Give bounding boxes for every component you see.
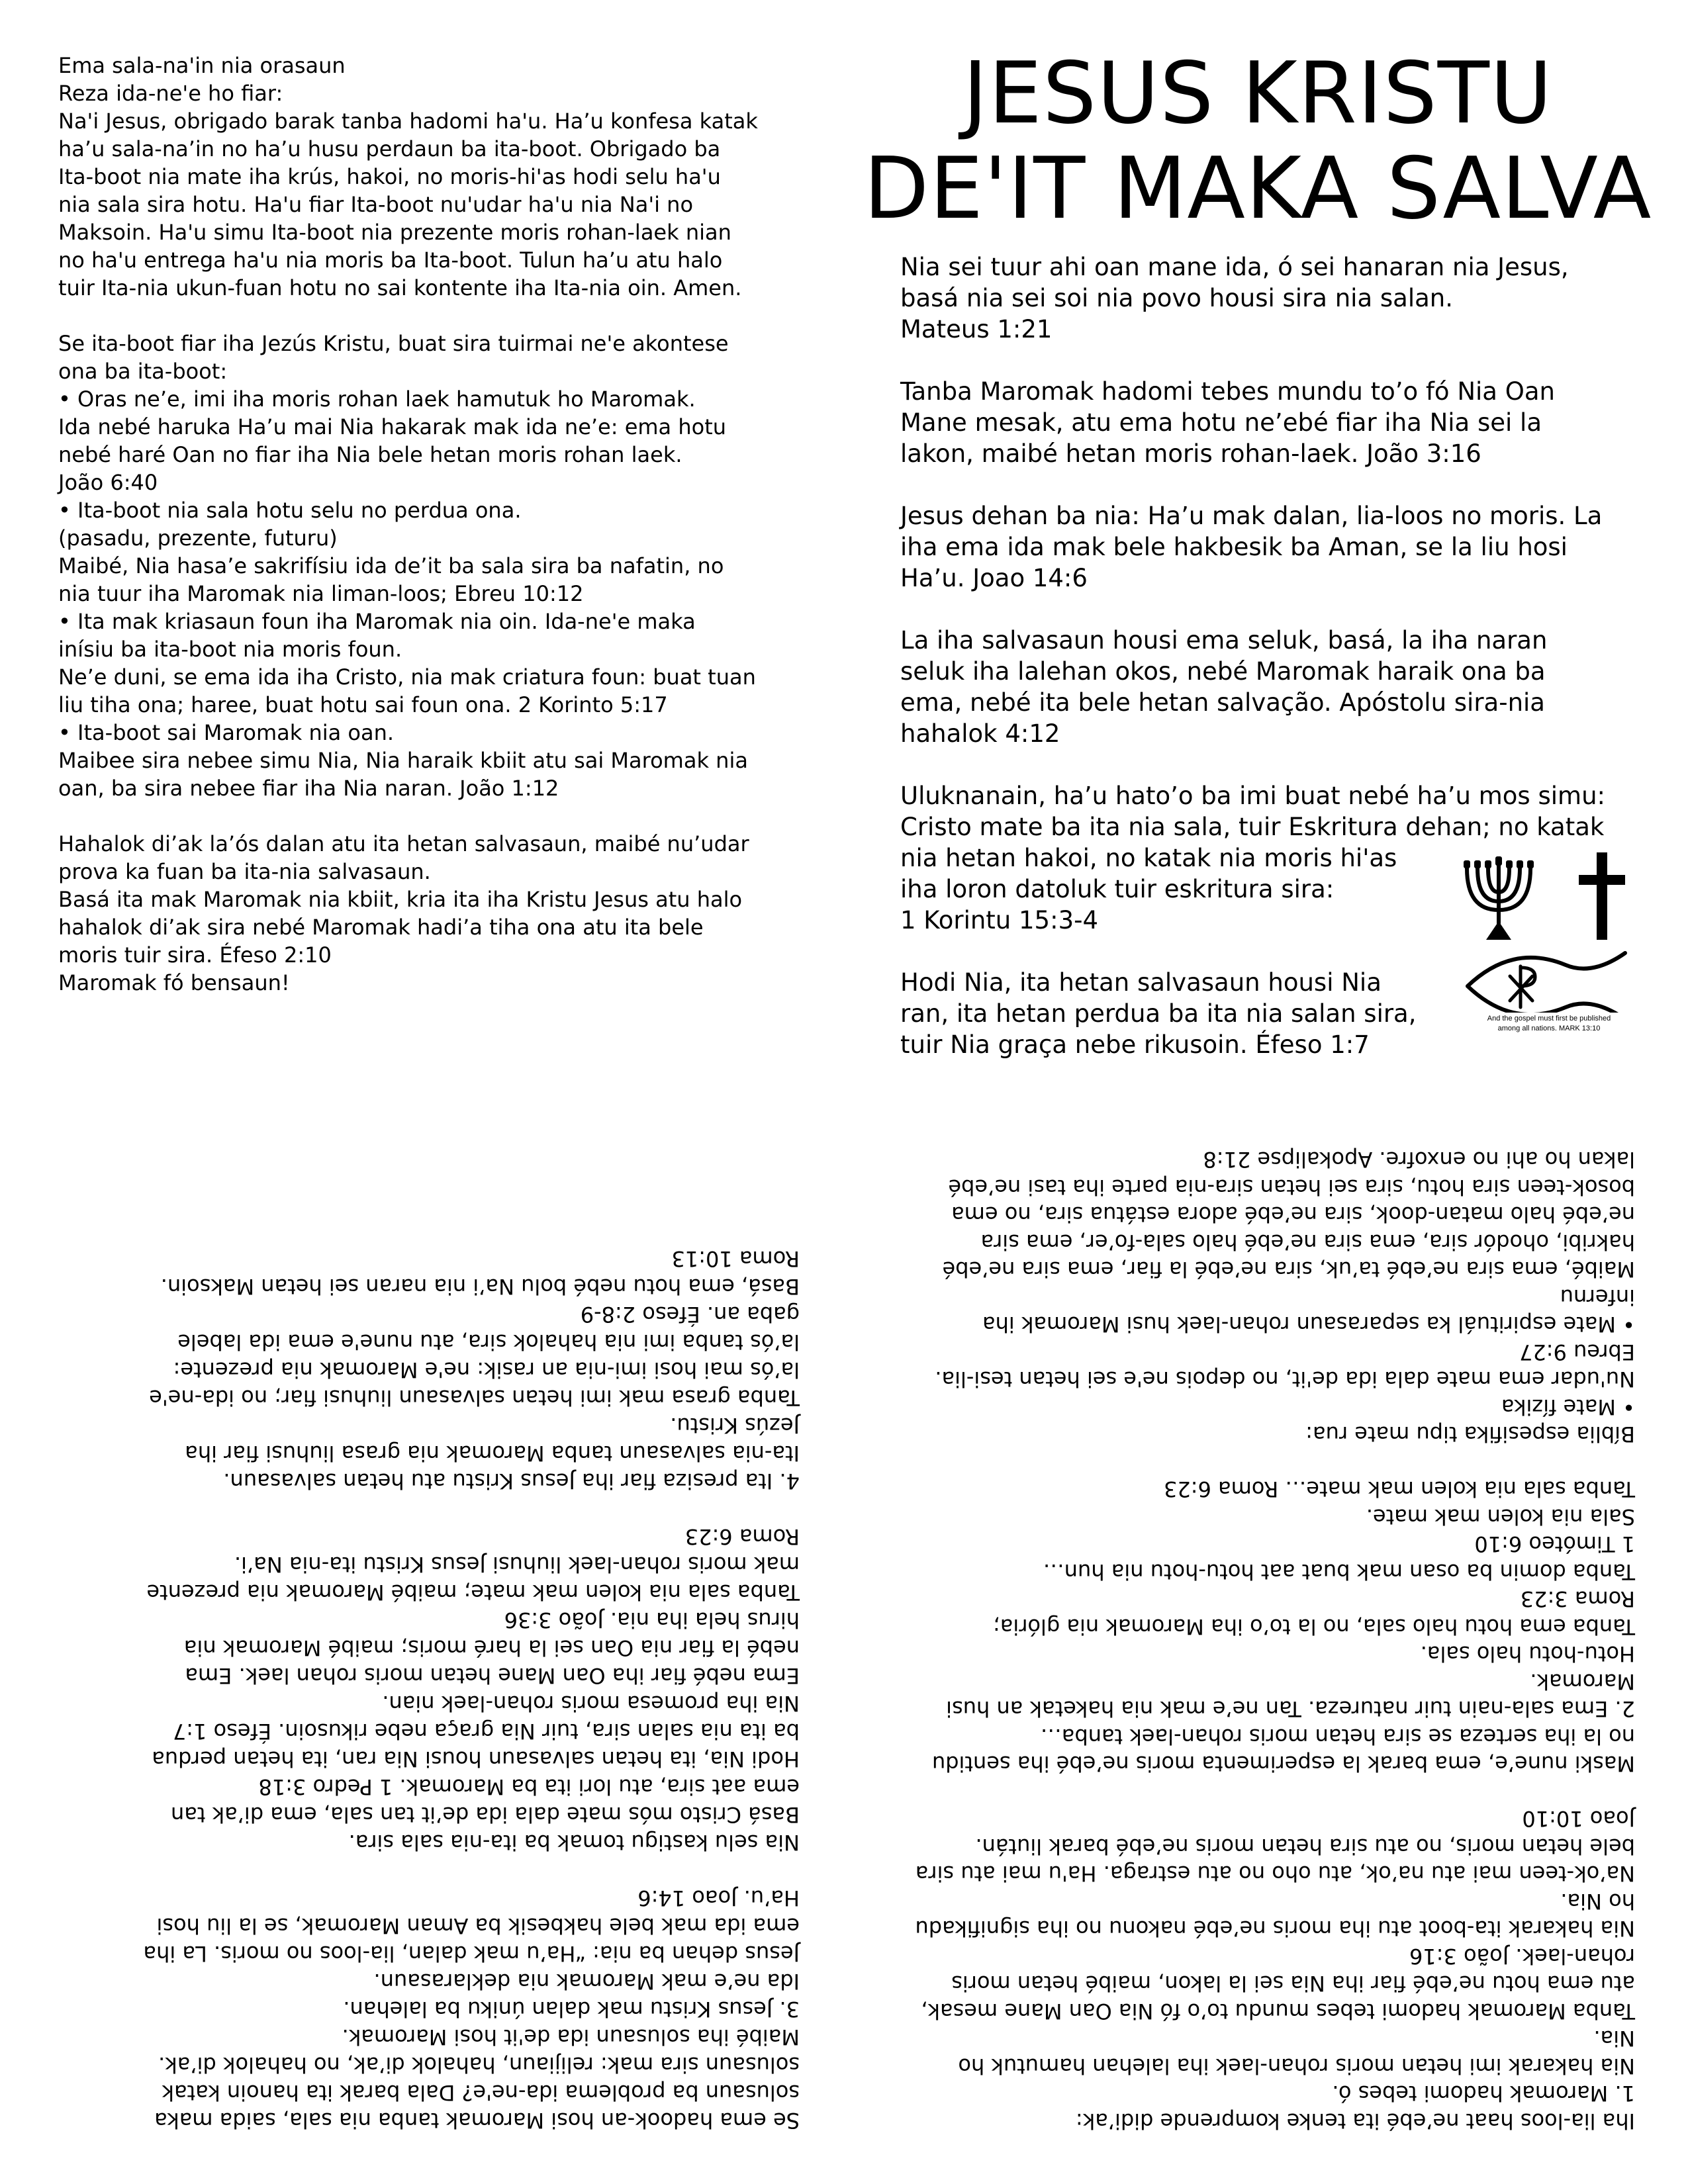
text-line: lakon, maibé hetan moris rohan-laek. João 3:16 xyxy=(900,439,1481,468)
text-line: Se ema hadook-an hosi Maromak tanba nia sala, saida maka xyxy=(154,2108,800,2133)
paragraph-gap xyxy=(58,1495,800,1523)
text-line: • Ita mak kriasaun foun iha Maromak nia oin. Ida-ne'e maka xyxy=(58,609,696,634)
text-line: • Oras ne’e, imi iha moris rohan laek hamutuk ho Maromak. xyxy=(58,387,696,412)
text-line: no la iha serteza se sira hetan moris rohan-laek tanba… xyxy=(1040,1724,1635,1749)
text-line: • Mate espirituál ka separasaun rohan-laek husi Maromak iha xyxy=(982,1312,1635,1338)
text-line: Nia. xyxy=(1593,2026,1635,2052)
text-line: Tanba sala nia kolen mak mate… Roma 6:23 xyxy=(1164,1477,1635,1502)
text-line: iha loron datoluk tuir eskritura sira: xyxy=(900,875,1335,903)
text-line: Hotu-hotu halo sala. xyxy=(1420,1641,1635,1667)
text-line: lakan ho ahi no enxofre. Apokalipse 21:8 xyxy=(1203,1147,1635,1173)
text-line: Basá ita mak Maromak nia kbiit, kria ita iha Kristu Jesus atu halo xyxy=(58,887,743,912)
text-line: solusaun sira mak: relijiaun, hahalok di’ak, no hahalok di’ak. xyxy=(158,2052,800,2077)
text-line: Jesus dehan ba nia: Ha’u mak dalan, lia-loos no moris. La xyxy=(900,502,1603,530)
tract-title xyxy=(861,46,1655,237)
text-line: Ebreu 9:27 xyxy=(1519,1340,1635,1365)
text-line: Nia hakarak imi hetan moris rohan-laek iha lalehan hamutuk ho xyxy=(958,2054,1635,2079)
text-line: La iha salvasaun housi ema seluk, basá, la iha naran xyxy=(900,626,1548,655)
text-line: Hodi Nia, ita hetan salvasaun housi Nia xyxy=(900,968,1382,997)
text-line: Tanba grasa mak imi hetan salvasaun liuhusi fiar; no ida-ne'e xyxy=(149,1385,800,1410)
text-line: Basá Cristo mós mate dala ida de’it tan sala, ema di’ak tan xyxy=(170,1802,800,1827)
text-line: ho Nia. xyxy=(1560,1889,1635,1914)
symbols-caption xyxy=(1460,1014,1638,1034)
title-line-2: DE'IT MAKA SALVA xyxy=(863,140,1652,238)
text-line: ona ba ita-boot: xyxy=(58,359,228,384)
text-line: hahalok di’ak sira nebé Maromak hadi’a tiha ona atu ita bele xyxy=(58,915,704,940)
text-line: iha ema ida mak bele hakbesik ba Aman, se la liu hosi xyxy=(900,533,1568,561)
text-line: bele hetan moris, no atu sira hetan moris ne’ebé barak liután. xyxy=(975,1834,1635,1859)
text-line: Nia selu kastigu tomak ba ita-nia sala sira. xyxy=(348,1830,800,1855)
text-line: Ha’u. Joao 14:6 xyxy=(637,1886,800,1911)
text-line: Ne’e duni, se ema ida iha Cristo, nia mak criatura foun: buat tuan xyxy=(58,664,756,690)
text-line: ne’ebé halo matan-dook, sira ne’ebé adora estátua sira, no ema xyxy=(951,1202,1635,1228)
menorah-icon xyxy=(1464,856,1534,940)
text-line: oan, ba sira nebee fiar iha Nia naran. João 1:12 xyxy=(58,776,559,801)
text-line: inísiu ba ita-boot nia moris foun. xyxy=(58,637,402,662)
faith-symbols xyxy=(1460,847,1638,1066)
text-line: Basá, ema hotu nebé bolu Na’i nia naran sei hetan Maksoin. xyxy=(160,1274,800,1299)
text-line: Nia iha promesa moris rohan-laek nian. xyxy=(382,1691,800,1716)
text-line: Maibee sira nebee simu Nia, Nia haraik kbiit atu sai Maromak nia xyxy=(58,748,748,773)
text-line: ema aat sira, atu lori ita ba Maromak. 1 Pedro 3:18 xyxy=(258,1774,800,1799)
ichthys-chi-rho-icon xyxy=(1468,953,1625,1013)
text-line: basá nia sei soi nia povo housi sira nia salan. xyxy=(900,284,1453,312)
text-line: la’ós mai hosi imi-nia an rasik: ne'e Maromak nia prezente: xyxy=(173,1357,800,1383)
text-line: nebé haré Oan no fiar iha Nia bele hetan moris rohan laek. xyxy=(58,442,682,467)
text-line: Tanba domin ba osan mak buat aat hotu-hotu nia hun… xyxy=(1043,1559,1635,1584)
text-line: solusaun ba problema ida-ne'e? Dala barak ita hanoin katak xyxy=(162,2080,800,2105)
text-line: Maksoin. Ha'u simu Ita-boot nia prezente moris rohan-laek nian xyxy=(58,220,731,245)
text-line: Maromak fó bensaun! xyxy=(58,970,290,995)
text-line: 3. Jesus Kristu mak dalan úniku ba lalehan. xyxy=(343,1997,800,2022)
text-line: Na'i Jesus, obrigado barak tanba hadomi ha'u. Ha’u konfesa katak xyxy=(58,109,758,134)
text-line: Reza ida-ne'e ho fiar: xyxy=(58,81,283,106)
text-line: mak moris rohan-laek liuhusi Jesus Kristu ita-nia Na’i. xyxy=(234,1552,800,1577)
text-line: 4. Ita presiza fiar iha Jesus Kristu atu hetan salvasaun. xyxy=(223,1469,800,1494)
paragraph-gap xyxy=(58,1856,800,1884)
text-line: Mateus 1:21 xyxy=(900,315,1053,343)
text-line: Ema sala-na'in nia orasaun xyxy=(58,53,346,78)
text-line: Roma 10:13 xyxy=(671,1246,800,1271)
text-line: Jesus dehan ba nia: “Ha’u mak dalan, lia-loos no moris. La iha xyxy=(143,1941,800,1966)
text-line: Maski nune’e, ema barak la esperimenta moris ne’ebé iha sentidu xyxy=(931,1751,1635,1777)
text-line: Tanba ema hotu halo sala, no la to’o iha Maromak nia glória; xyxy=(993,1614,1635,1639)
text-line: hakribi, ohodór sira, ema sira ne’ebé halo sala-fo’er, ema sira xyxy=(980,1230,1635,1255)
title-line-1: JESUS KRISTU xyxy=(962,44,1553,143)
text-line: Roma 3:23 xyxy=(1520,1586,1635,1612)
text-line: Tanba sala nia kolen mak mate; maibé Maromak nia prezente xyxy=(146,1580,800,1605)
text-line: Nia sei tuur ahi oan mane ida, ó sei hanaran nia Jesus, xyxy=(900,253,1569,281)
text-line: (pasadu, prezente, futuru) xyxy=(58,525,338,551)
text-line: Na’ok-teen mai atu na’ok, atu oho no atu estraga. Ha'u mai atu sira xyxy=(915,1861,1635,1887)
caption-line-2: among all nations. MARK 13:10 xyxy=(1497,1024,1601,1032)
text-line: Sala nia kolen mak mate. xyxy=(1366,1504,1635,1529)
text-line: ema, nebé ita bele hetan salvação. Apóstolu sira-nia xyxy=(900,688,1545,717)
text-line: Nu'udar ema mate dala ida de'it, no depois ne'e sei hetan tesi-lia. xyxy=(935,1367,1635,1392)
text-line: moris tuir sira. Éfeso 2:10 xyxy=(58,942,332,968)
text-line: ran, ita hetan perdua ba ita nia salan sira, xyxy=(900,999,1417,1028)
paragraph-gap xyxy=(887,1448,1635,1476)
prayer-panel xyxy=(58,52,820,997)
text-line: Hodi Nia, ita hetan salvasaun housi Nia ran, ita hetan perdua xyxy=(152,1747,800,1772)
text-line: ba ita nia salan sira, tuir Nia graça nebe rikusoin. Éfeso 1:7 xyxy=(172,1719,800,1744)
text-line: Iha lia-loos haat ne’ebé ita tenke komprende didi’ak: xyxy=(1075,2109,1635,2134)
text-line: Ema nebé fiar iha Oan Mane hetan moris rohan laek. Ema xyxy=(185,1663,800,1688)
text-line: nebé la fiar nia Oan sei la haré moris; maibé Maromak nia xyxy=(183,1635,800,1661)
text-line: 1 Korintu 15:3-4 xyxy=(900,906,1098,934)
text-line: Jezús Kristu. xyxy=(670,1413,800,1438)
symbols-svg xyxy=(1460,847,1638,1013)
text-line: João 6:40 xyxy=(58,470,158,495)
caption-line-1: And the gospel must first be published xyxy=(1487,1015,1611,1023)
text-line: hahalok 4:12 xyxy=(900,719,1060,748)
text-line: Maibé, ema sira ne’ebé ta’uk, sira ne’ebé la fiar, ema sira ne’ebé xyxy=(942,1257,1635,1283)
text-line: tuir Ita-nia ukun-fuan hotu no sai kontente iha Ita-nia oin. Amen. xyxy=(58,275,742,300)
text-line: bosok-teen sira hotu, sira sei hetan sira-nia parte iha tasi ne’ebé xyxy=(948,1175,1635,1200)
text-line: atu ema hotu ne’ebé fiar iha Nia sei la lakon, maibé hetan moris xyxy=(951,1971,1635,1997)
text-line: rohan-laek. João 3:16 xyxy=(1409,1944,1635,1969)
text-line: Tanba Maromak hadomi tebes mundu to’o fó Nia Oan Mane mesak, xyxy=(921,1999,1635,2024)
salvation-steps-panel xyxy=(58,1188,800,2134)
text-line: seluk iha lalehan okos, nebé Maromak haraik ona ba xyxy=(900,657,1546,686)
text-line: gaba an. Éfeso 2:8-9 xyxy=(580,1302,800,1327)
text-line: nia sala sira hotu. Ha'u fiar Ita-boot nu'udar ha'u nia Na'i no xyxy=(58,192,694,217)
text-line: • Ita-boot sai Maromak nia oan. xyxy=(58,720,395,745)
text-line: Maromak. xyxy=(1530,1669,1635,1694)
paragraph-gap xyxy=(887,1778,1635,1805)
text-line: Ha’u. Joao 14:6 xyxy=(900,564,1088,592)
cross-icon xyxy=(1579,852,1625,940)
text-line: nia hetan hakoi, no katak nia moris hi'as xyxy=(900,844,1397,872)
text-line: Ita-nia salvasaun tanba Maromak nia grasa liuhusi fiar iha xyxy=(185,1441,800,1466)
text-line: infernu xyxy=(1560,1285,1635,1310)
text-line: • Mate fízika xyxy=(1501,1394,1635,1420)
text-line: Uluknanain, ha’u hato’o ba imi buat nebé ha’u mos simu: xyxy=(900,782,1605,810)
text-line: hirus hela iha nia. João 3:36 xyxy=(504,1608,800,1633)
text-line: Maibé, Nia hasa’e sakrifísiu ida de’it ba sala sira ba nafatin, no xyxy=(58,553,724,578)
text-line: nia tuur iha Maromak nia liman-loos; Ebreu 10:12 xyxy=(58,581,584,606)
text-line: Cristo mate ba ita nia sala, tuir Eskritura dehan; no katak xyxy=(900,813,1605,841)
text-line: Bíblia espesifika tipu mate rua: xyxy=(1305,1422,1635,1447)
text-line: ha’u sala-na’in no ha’u husu perdaun ba ita-boot. Obrigado ba xyxy=(58,136,721,161)
text-line: no ha'u entrega ha'u nia moris ba Ita-boot. Tulun ha’u atu halo xyxy=(58,248,723,273)
text-line: 1 Timóteo 6:10 xyxy=(1474,1531,1635,1557)
text-line: 2. Ema sala-nain tuir natureza. Tan ne’e mak nia haketak an husi xyxy=(946,1696,1635,1722)
text-line: Nia hakarak ita-boot atu iha moris ne’ebé nakonu no iha signifikadu xyxy=(915,1916,1635,1942)
text-line: tuir Nia graça nebe rikusoin. Éfeso 1:7 xyxy=(900,1030,1370,1059)
paragraph-gap xyxy=(900,749,1648,780)
text-line: ema ida mak bele hakbesik ba Aman Maromak, se la liu hosi xyxy=(156,1913,800,1938)
text-line: 1. Maromak hadomi tebes ó. xyxy=(1332,2081,1635,2107)
text-line: Ida ne’e mak Maromak nia deklarasaun. xyxy=(373,1969,800,1994)
paragraph-gap xyxy=(900,594,1648,625)
text-line: Se ita-boot fiar iha Jezús Kristu, buat sira tuirmai ne'e akontese xyxy=(58,331,729,356)
four-truths-panel xyxy=(887,1142,1635,2134)
paragraph-gap xyxy=(900,345,1648,376)
paragraph-gap xyxy=(58,802,820,830)
text-line: liu tiha ona; haree, buat hotu sai foun ona. 2 Korinto 5:17 xyxy=(58,692,668,717)
text-line: Roma 6:23 xyxy=(684,1524,800,1549)
text-line: la’ós tanba imi nia hahalok sira, atu nune'e ema ida labele xyxy=(177,1330,800,1355)
text-line: Ita-boot nia mate iha krús, hakoi, no moris-hi'as hodi selu ha'u xyxy=(58,164,721,189)
paragraph-gap xyxy=(900,469,1648,500)
text-line: Ida nebé haruka Ha’u mai Nia hakarak mak ida ne’e: ema hotu xyxy=(58,414,727,439)
text-line: prova ka fuan ba ita-nia salvasaun. xyxy=(58,859,431,884)
text-line: Mane mesak, atu ema hotu ne’ebé fiar iha Nia sei la xyxy=(900,408,1542,437)
text-line: Joao 10:10 xyxy=(1522,1806,1635,1832)
text-line: Tanba Maromak hadomi tebes mundu to’o fó Nia Oan xyxy=(900,377,1555,406)
text-line: • Ita-boot nia sala hotu selu no perdua ona. xyxy=(58,498,522,523)
text-line: Maibé iha solusaun ida de'it hosi Maromak. xyxy=(342,2025,800,2050)
paragraph-gap xyxy=(58,302,820,330)
text-line: Hahalok di’ak la’ós dalan atu ita hetan salvasaun, maibé nu’udar xyxy=(58,831,749,856)
